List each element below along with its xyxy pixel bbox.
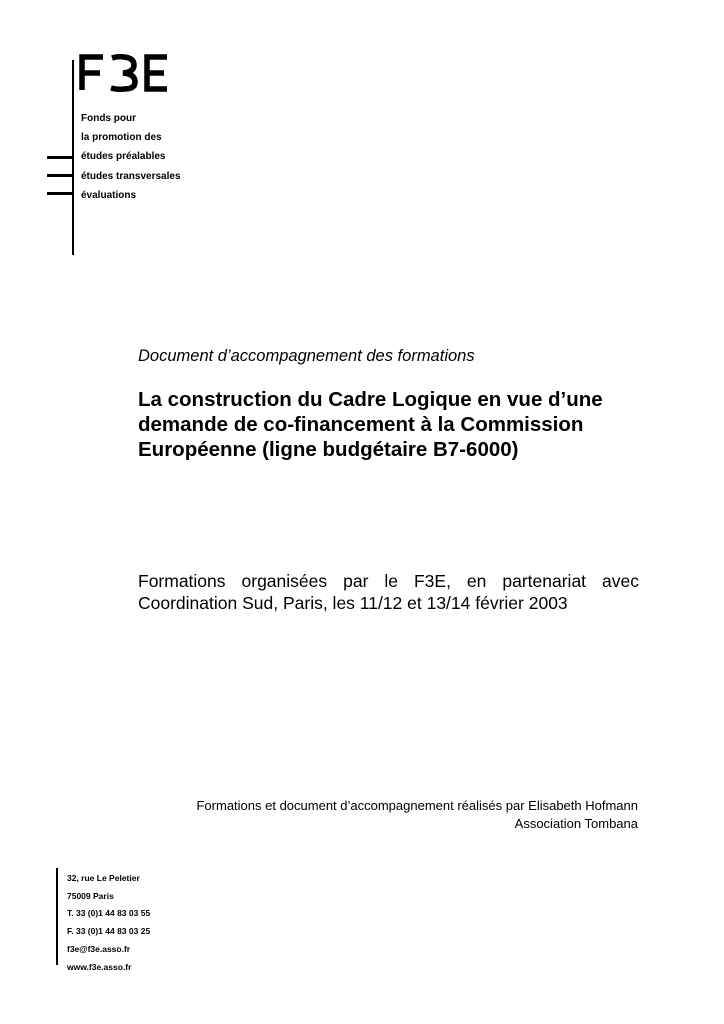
- credits: [118, 797, 638, 833]
- address-fax: F. 33 (0)1 44 83 03 25: [67, 926, 151, 937]
- address-phone: T. 33 (0)1 44 83 03 55: [67, 908, 151, 919]
- logo-dash-3: [47, 192, 73, 195]
- address-website: www.f3e.asso.fr: [67, 961, 132, 972]
- credits-author: Formations et document d’accompagnement réalisés par Elisabeth Hofmann: [196, 798, 638, 813]
- document-subtitle: Document d’accompagnement des formations: [138, 347, 475, 365]
- document-title: [138, 387, 658, 462]
- org-line: études préalables: [81, 151, 166, 163]
- org-line: évaluations: [81, 189, 137, 201]
- address-city: 75009 Paris: [67, 890, 114, 901]
- credits-association: Association Tombana: [514, 816, 638, 831]
- title-line: demande de co-financement à la Commission: [138, 413, 584, 436]
- contact-address: [67, 870, 150, 976]
- title-line: La construction du Cadre Logique en vue d’une: [138, 388, 603, 411]
- org-line: la promotion des: [81, 132, 162, 144]
- organization-description: [81, 109, 181, 205]
- formations-statement: Formations organisées par le F3E, en partenariat avec Coordination Sud, Paris, les 11/12 et 13/14 février 2003: [138, 571, 639, 613]
- f3e-logo: [79, 54, 174, 92]
- org-line: études transversales: [81, 170, 181, 182]
- logo-dash-2: [47, 174, 73, 177]
- title-line: Européenne (ligne budgétaire B7-6000): [138, 438, 519, 461]
- org-line: Fonds pour: [81, 113, 136, 124]
- logo-dash-1: [47, 156, 73, 159]
- address-street: 32, rue Le Peletier: [67, 873, 140, 883]
- address-email: f3e@f3e.asso.fr: [67, 943, 131, 954]
- address-vertical-rule: [56, 868, 58, 965]
